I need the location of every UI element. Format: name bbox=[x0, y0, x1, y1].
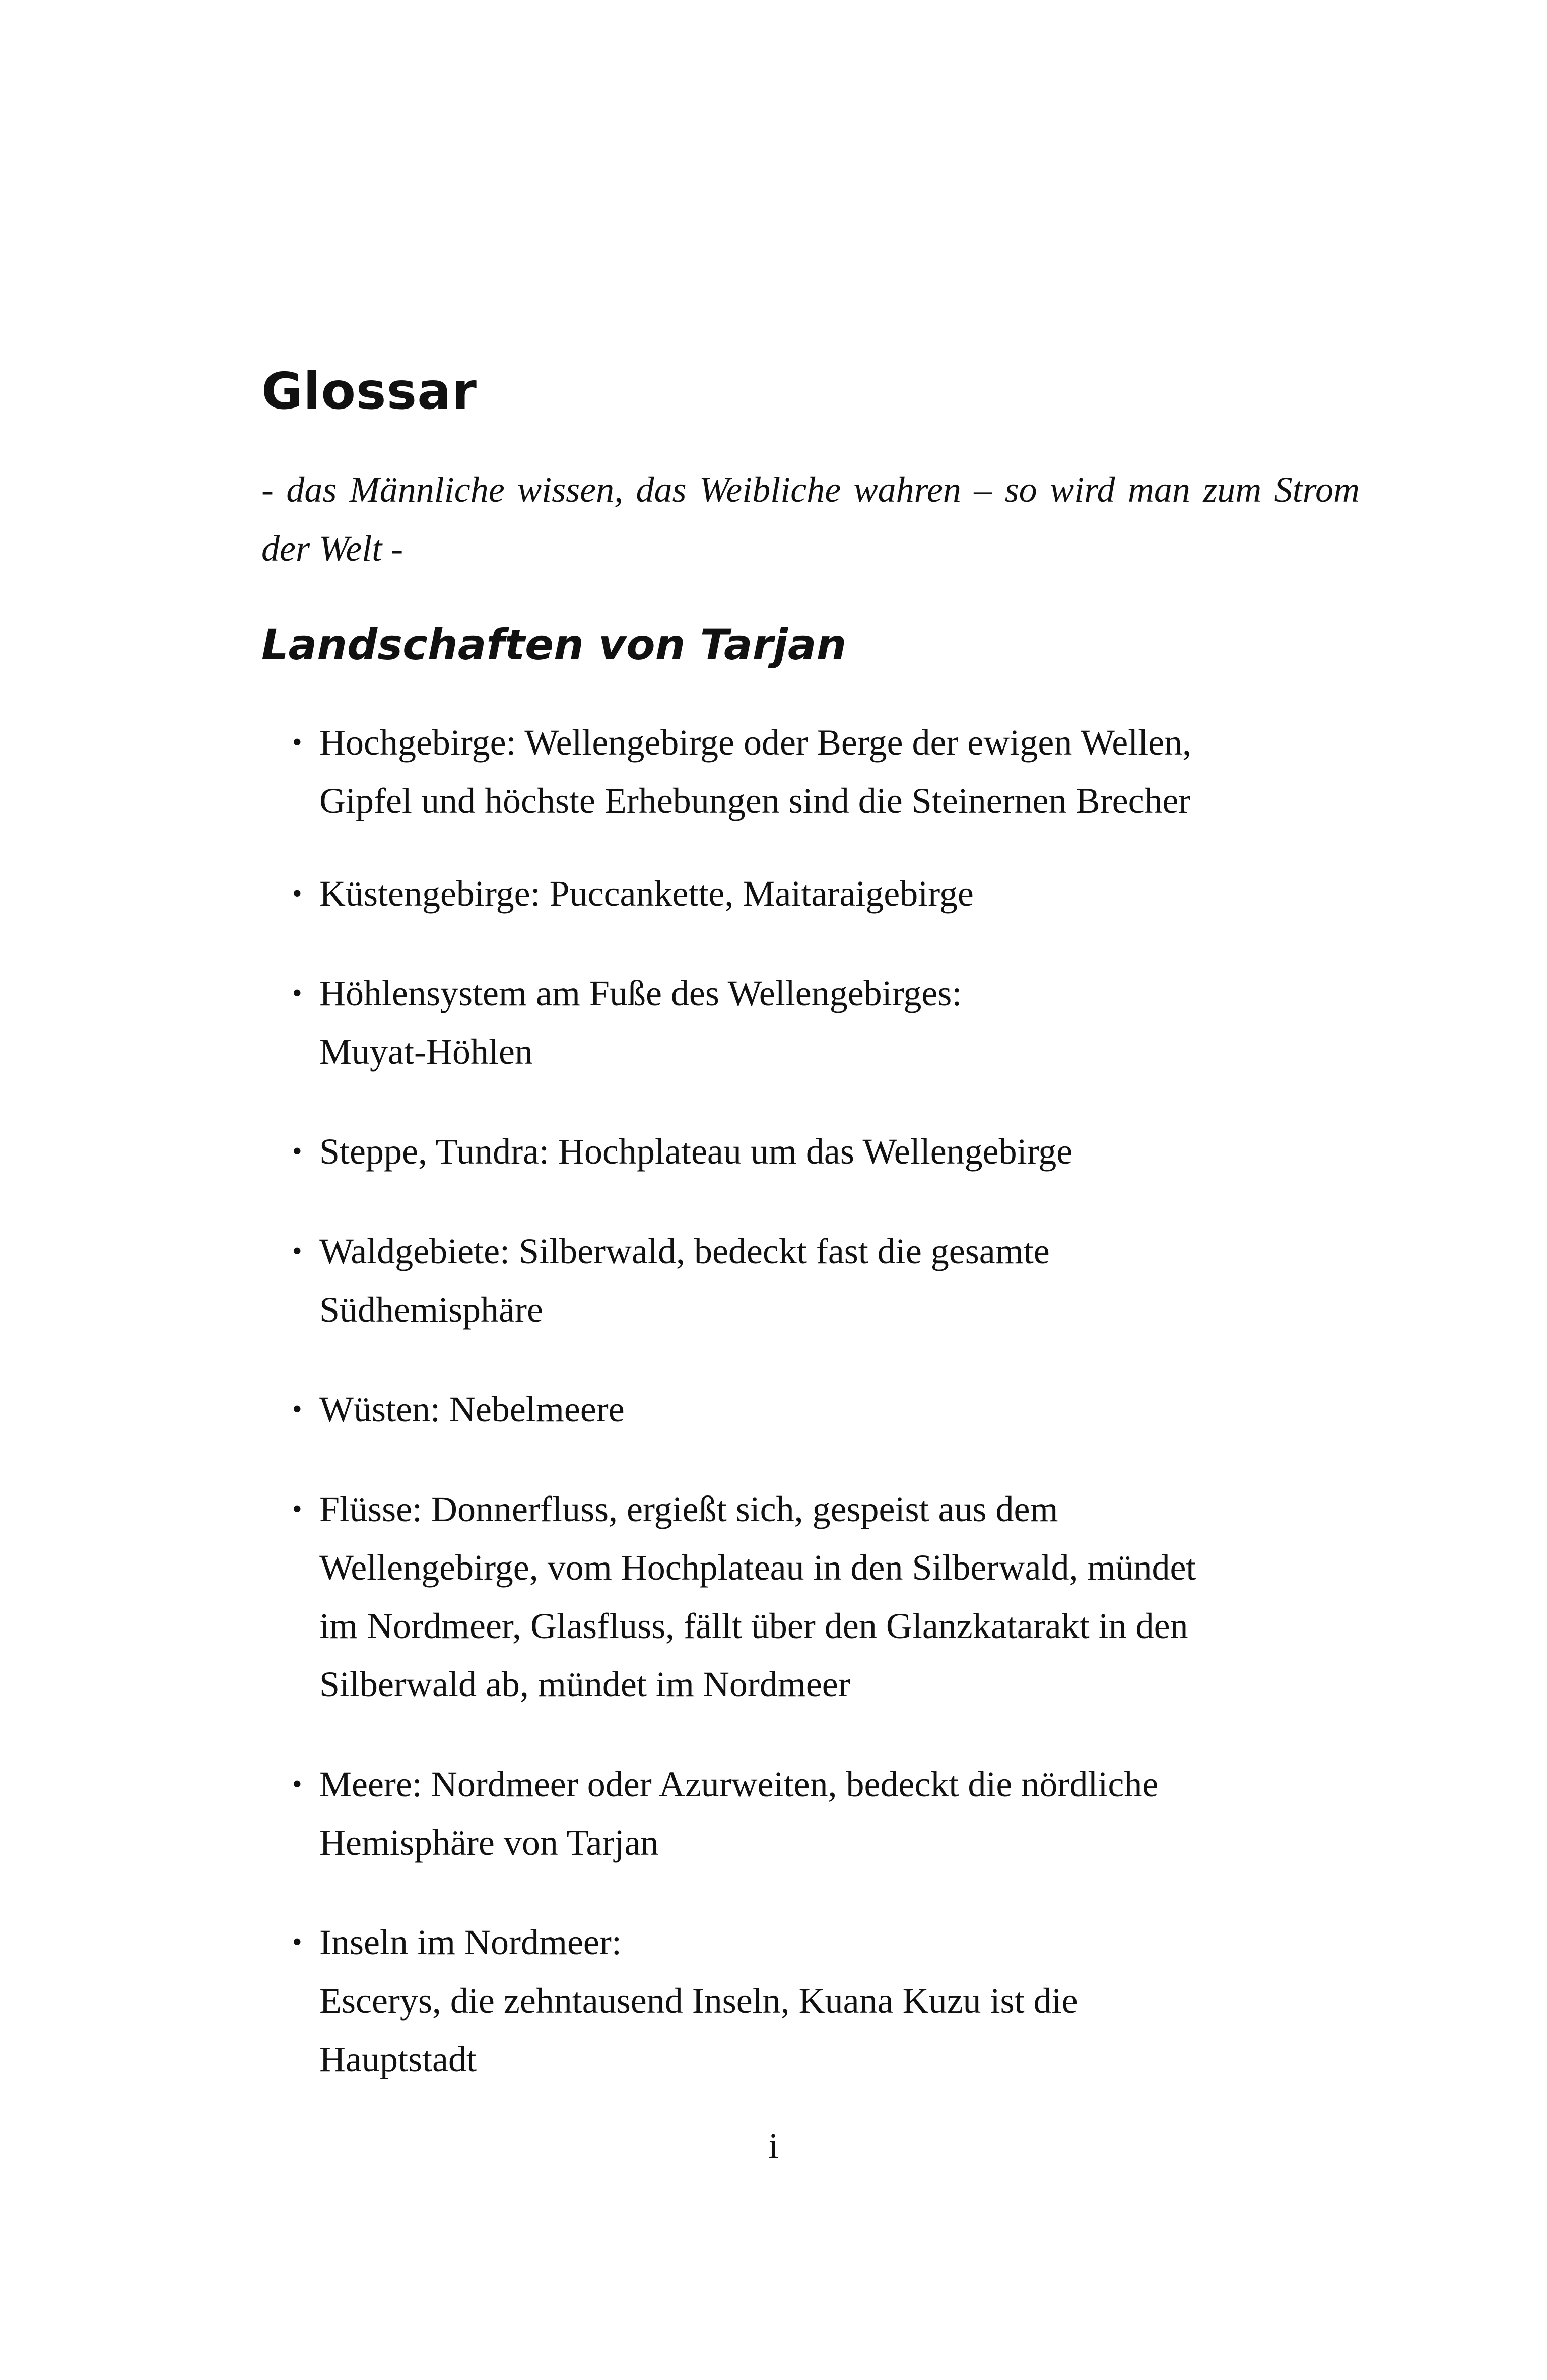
list-item-line: Wellengebirge, vom Hochplateau in den Silberwald, mündet bbox=[319, 1547, 1196, 1588]
list-item-line: Steppe, Tundra: Hochplateau um das Wellengebirge bbox=[319, 1131, 1073, 1172]
bullet-icon: • bbox=[292, 727, 302, 758]
list-item bbox=[292, 1122, 1365, 1181]
list-item bbox=[292, 713, 1365, 830]
list-item-line: Südhemisphäre bbox=[319, 1289, 543, 1330]
bullet-icon: • bbox=[292, 1493, 302, 1525]
list-item-text bbox=[319, 1122, 1365, 1181]
bullet-icon: • bbox=[292, 1236, 302, 1267]
page-number: i bbox=[768, 2126, 779, 2166]
list-item bbox=[292, 964, 1365, 1081]
list-item-line: Inseln im Nordmeer: bbox=[319, 1922, 622, 1962]
list-item bbox=[292, 1222, 1365, 1339]
list-item-text bbox=[319, 713, 1365, 830]
list-item-line: Escerys, die zehntausend Inseln, Kuana Kuzu ist die bbox=[319, 1981, 1078, 2021]
list-item-text bbox=[319, 1755, 1365, 1872]
list-item-text bbox=[319, 1913, 1365, 2088]
list-item-line: Flüsse: Donnerfluss, ergießt sich, gespeist aus dem bbox=[319, 1489, 1058, 1529]
bullet-icon: • bbox=[292, 1927, 302, 1958]
bullet-icon: • bbox=[292, 1136, 302, 1167]
page-title: Glossar bbox=[261, 362, 477, 421]
section-heading: Landschaften von Tarjan bbox=[261, 620, 847, 669]
list-item-line: Muyat-Höhlen bbox=[319, 1032, 533, 1072]
list-item-line: Wüsten: Nebelmeere bbox=[319, 1389, 625, 1430]
list-item-text bbox=[319, 964, 1365, 1081]
list-item bbox=[292, 864, 1365, 923]
list-item-line: Höhlensystem am Fuße des Wellengebirges: bbox=[319, 973, 962, 1013]
list-item-line: Küstengebirge: Puccankette, Maitaraigebirge bbox=[319, 873, 974, 914]
bullet-icon: • bbox=[292, 1769, 302, 1800]
list-item-line: Waldgebiete: Silberwald, bedeckt fast die gesamte bbox=[319, 1231, 1050, 1271]
bullet-icon: • bbox=[292, 878, 302, 909]
list-item-line: Gipfel und höchste Erhebungen sind die Steinernen Brecher bbox=[319, 781, 1191, 821]
list-item-line: Hochgebirge: Wellengebirge oder Berge der ewigen Wellen, bbox=[319, 722, 1192, 763]
list-item-line: Silberwald ab, mündet im Nordmeer bbox=[319, 1664, 850, 1705]
list-item bbox=[292, 1913, 1365, 2088]
bullet-icon: • bbox=[292, 1394, 302, 1425]
bullet-icon: • bbox=[292, 978, 302, 1009]
list-item-text bbox=[319, 1222, 1365, 1339]
list-item bbox=[292, 1380, 1365, 1439]
list-item bbox=[292, 1480, 1365, 1714]
list-item-text bbox=[319, 1380, 1365, 1439]
list-item-line: im Nordmeer, Glasfluss, fällt über den Glanzkatarakt in den bbox=[319, 1606, 1188, 1646]
list-item-line: Hemisphäre von Tarjan bbox=[319, 1822, 659, 1863]
list-item-line: Meere: Nordmeer oder Azurweiten, bedeckt die nördliche bbox=[319, 1764, 1159, 1804]
motto-quote: - das Männliche wissen, das Weibliche wahren – so wird man zum Strom der Welt - bbox=[261, 469, 1360, 569]
list-item-text bbox=[319, 864, 1365, 923]
list-item bbox=[292, 1755, 1365, 1872]
list-item-text bbox=[319, 1480, 1365, 1714]
list-item-line: Hauptstadt bbox=[319, 2039, 477, 2079]
